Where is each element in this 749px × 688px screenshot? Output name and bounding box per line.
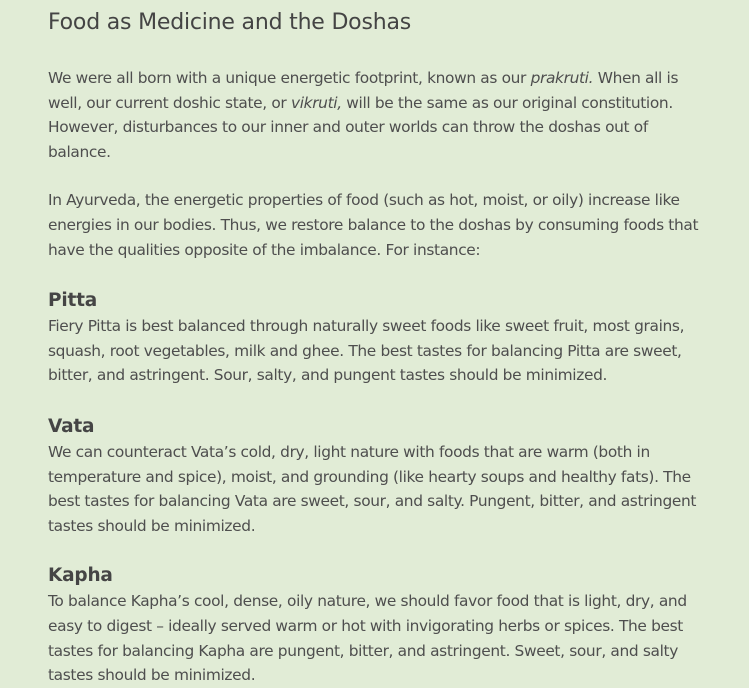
pitta-heading: Pitta [48, 290, 98, 312]
vata-heading: Vata [48, 415, 95, 437]
pitta-paragraph: Fiery Pitta is best balanced through naturally sweet foods like sweet fruit, most grains, squash, root vegetables, milk and ghee. The best tastes for balancing Pitta are sweet, bitter, and astringent. Sour, salty, and pungent tastes should be minimized. [48, 317, 685, 385]
intro-paragraph-prakruti [48, 66, 708, 164]
intro-text-2: When all is well, our current doshic state, or [48, 69, 679, 112]
prakruti-term: prakruti. [530, 69, 594, 87]
intro-paragraph-ayurveda: In Ayurveda, the energetic properties of food (such as hot, moist, or oily) increase like energies in our bodies. Thus, we restore balance to the doshas by consuming foods that have the qualities opposite of the imbalance. For instance: [48, 191, 699, 259]
kapha-paragraph: To balance Kapha’s cool, dense, oily nature, we should favor food that is light, dry, and easy to digest – ideally served warm or hot with invigorating herbs or spices. The best tastes for balancing Kapha are pungent, bitter, and astringent. Sweet, sour, and salty tastes should be minimized. [48, 592, 687, 685]
kapha-heading: Kapha [48, 565, 113, 587]
vikruti-term: vikruti, [290, 93, 342, 112]
vata-paragraph: We can counteract Vata’s cold, dry, light nature with foods that are warm (both in temperature and spice), moist, and grounding (like hearty soups and healthy fats). The best tastes for balancing Vata are sweet, sour, and salty. Pungent, bitter, and astringent tastes should be minimized. [48, 442, 697, 535]
article-content [48, 0, 708, 688]
intro-text-3: will be the same as our original constitution. However, disturbances to our inner and outer worlds can throw the doshas out of balance. [48, 93, 673, 161]
page-title: Food as Medicine and the Doshas [48, 10, 411, 35]
intro-text-1: We were all born with a unique energetic footprint, known as our [48, 69, 531, 87]
